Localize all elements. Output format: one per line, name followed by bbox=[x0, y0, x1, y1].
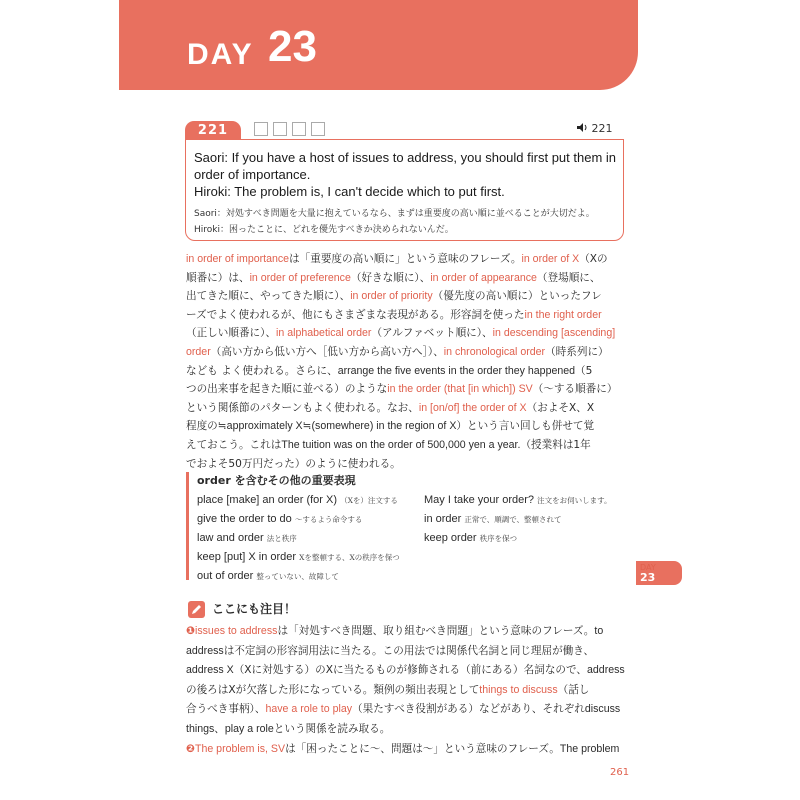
expression-item: keep [put] X in order Xを整頓する、Xの秩序を保つ bbox=[197, 551, 400, 563]
body-text: 合うべき事柄）、 bbox=[186, 703, 266, 716]
expression-item: in order 正常で、順調で、整頓されて bbox=[424, 513, 562, 525]
text-line bbox=[186, 380, 626, 399]
highlight-phrase: in [on/of] the order of X bbox=[418, 401, 527, 414]
text-line bbox=[186, 417, 626, 436]
body-text: （5 bbox=[575, 364, 593, 377]
body-text: 、 bbox=[214, 722, 225, 735]
notes-heading: ここにも注目！ bbox=[212, 602, 297, 616]
english-text: approximately X bbox=[226, 420, 303, 433]
expression-item: law and order 法と秩序 bbox=[197, 532, 297, 544]
body-text: （授業料は1年 bbox=[520, 438, 591, 451]
highlight-phrase: in chronological order bbox=[443, 345, 546, 358]
body-text: ≒ bbox=[302, 420, 312, 433]
text-line bbox=[186, 700, 626, 720]
highlight-phrase: in order of appearance bbox=[430, 271, 537, 284]
body-text: （高い方から低い方へ［低い方から高い方へ］）、 bbox=[210, 345, 444, 358]
text-line bbox=[186, 740, 626, 760]
day-header bbox=[119, 0, 638, 90]
audio-track-label: 221 bbox=[591, 122, 613, 135]
highlight-phrase: issues to address bbox=[194, 625, 278, 637]
expression-item: give the order to do 〜するよう命令する bbox=[197, 513, 363, 525]
body-text: の後ろはXが欠落した形になっている。類例の頻出表現として bbox=[186, 683, 480, 696]
highlight-phrase: in alphabetical order bbox=[276, 327, 372, 340]
highlight-phrase: in order of preference bbox=[249, 271, 351, 284]
english-text: things bbox=[186, 722, 215, 735]
body-text: （話し bbox=[557, 683, 590, 696]
dialogue-en-line: Saori: If you have a host of issues to address, you should first put them in bbox=[194, 150, 617, 165]
body-text: でおよそ50万円だった）のように使われる。 bbox=[186, 457, 401, 470]
dialogue-box bbox=[185, 139, 624, 241]
body-text: えておこう。これは bbox=[186, 438, 282, 451]
body-text: は「困ったことに〜、問題は〜」という意味のフレーズ。 bbox=[285, 742, 560, 755]
english-text: address bbox=[587, 664, 625, 677]
body-text: （Xの bbox=[579, 253, 608, 265]
pencil-icon bbox=[188, 601, 205, 618]
body-text: （アルファベット順に）、 bbox=[371, 327, 493, 340]
body-text: という関係節のパターンもよく使われる。なお、 bbox=[186, 401, 419, 414]
english-text: discuss bbox=[584, 703, 621, 716]
highlight-phrase: in descending [ascending] bbox=[492, 327, 616, 340]
english-text: The problem bbox=[559, 742, 620, 755]
english-text: play a role bbox=[224, 722, 274, 735]
dialogue-en-line: order of importance. bbox=[194, 167, 311, 182]
day-number: 23 bbox=[268, 22, 317, 71]
text-line bbox=[186, 269, 626, 288]
highlight-phrase: in order of priority bbox=[350, 290, 433, 303]
body-text: ）という言い回しも併せて覚 bbox=[456, 420, 595, 433]
body-text: 順番に）は、 bbox=[186, 271, 250, 284]
english-text: arrange the five events in the order they happened bbox=[337, 364, 576, 377]
body-text: は不定詞の形容詞用法に当たる。この用法では関係代名詞と同じ理屈が働き、 bbox=[223, 644, 595, 657]
dialogue-en-line: Hiroki: The problem is, I can't decide which to put first. bbox=[194, 184, 505, 199]
audio-track[interactable] bbox=[577, 122, 613, 135]
text-line bbox=[186, 661, 626, 681]
day-label: DAY bbox=[187, 38, 254, 71]
side-tab-text: DAY 23 bbox=[640, 563, 656, 584]
text-line bbox=[186, 720, 626, 740]
english-text: to bbox=[594, 625, 604, 637]
text-line bbox=[186, 324, 626, 343]
english-text: The tuition was on the order of 500,000 yen a year. bbox=[281, 438, 521, 451]
body-text: 出てきた順に、やってきた順に）、 bbox=[186, 290, 351, 303]
english-text: (somewhere) in the region of X bbox=[311, 420, 457, 433]
text-line bbox=[186, 681, 626, 701]
text-line bbox=[186, 287, 626, 306]
english-text: address bbox=[186, 644, 224, 657]
highlight-phrase: in the right order bbox=[524, 308, 602, 321]
body-text: （〜する順番に） bbox=[532, 383, 618, 396]
body-text: （正しい順番に）、 bbox=[186, 327, 277, 340]
body-text: つの出来事を起きた順に並べる）のような bbox=[186, 383, 388, 396]
body-text: 程度の≒ bbox=[186, 420, 227, 433]
body-text: （登場順に、 bbox=[536, 271, 601, 284]
body-text: という関係を読み取る。 bbox=[273, 722, 391, 735]
notes-paragraph bbox=[186, 622, 626, 759]
body-text: なども よく使われる。さらに、 bbox=[186, 364, 338, 377]
text-line bbox=[186, 622, 626, 642]
expression-item: keep order 秩序を保つ bbox=[424, 532, 518, 544]
checkbox-3[interactable] bbox=[292, 122, 306, 136]
highlight-phrase: in the order (that [in which]) SV bbox=[387, 383, 533, 396]
page-number: 261 bbox=[610, 767, 630, 778]
highlight-phrase: in order of importance bbox=[186, 253, 290, 265]
checkbox-1[interactable] bbox=[254, 122, 268, 136]
body-text: は「重要度の高い順に」という意味のフレーズ。 bbox=[289, 253, 522, 265]
other-expressions-box bbox=[186, 472, 449, 580]
body-text: （優先度の高い順に）といったフレ bbox=[432, 290, 602, 303]
speaker-icon bbox=[577, 123, 588, 132]
body-text: （およそX、X bbox=[526, 401, 595, 414]
other-expressions-title: order を含むその他の重要表現 bbox=[197, 474, 356, 487]
expression-item: place [make] an order (for X) （Xを）注文する bbox=[197, 494, 398, 506]
highlight-phrase: The problem is, SV bbox=[194, 742, 286, 755]
note-number: ❷ bbox=[186, 742, 195, 755]
checkbox-2[interactable] bbox=[273, 122, 287, 136]
check-boxes[interactable] bbox=[254, 121, 330, 140]
highlight-phrase: order bbox=[186, 345, 211, 358]
expression-item: May I take your order? 注文をお伺いします。 bbox=[424, 494, 612, 506]
note-number: ❶ bbox=[186, 625, 195, 637]
text-line bbox=[186, 455, 626, 474]
body-text: は「対処すべき問題、取り組むべき問題」という意味のフレーズ。 bbox=[277, 625, 595, 637]
highlight-phrase: have a role to play bbox=[265, 703, 353, 716]
entry-number: 221 bbox=[185, 121, 241, 140]
highlight-phrase: in order of X bbox=[521, 253, 580, 265]
body-text: （Xに対処する）のXに当たるものが修飾される（前にある）名詞なので、 bbox=[233, 664, 588, 677]
english-text: address X bbox=[186, 664, 234, 677]
body-text: （時系列に） bbox=[545, 345, 609, 358]
text-line bbox=[186, 306, 626, 325]
text-line bbox=[186, 362, 626, 381]
expression-item: out of order 整っていない、故障して bbox=[197, 570, 339, 582]
body-text: （好きな順に）、 bbox=[350, 271, 431, 284]
checkbox-4[interactable] bbox=[311, 122, 325, 136]
text-line bbox=[186, 399, 626, 418]
dialogue-jp-line: Saori：対処すべき問題を大量に抱えているなら、まずは重要度の高い順に並べることが大切だよ。 bbox=[194, 209, 595, 219]
text-line bbox=[186, 343, 626, 362]
highlight-phrase: things to discuss bbox=[479, 683, 558, 696]
text-line bbox=[186, 250, 626, 269]
text-line bbox=[186, 436, 626, 455]
dialogue-jp-line: Hiroki：困ったことに、どれを優先すべきか決められないんだ。 bbox=[194, 225, 454, 235]
text-line bbox=[186, 642, 626, 662]
body-text: （果たすべき役割がある）などがあり、それぞれ bbox=[352, 703, 585, 716]
explanation-paragraph bbox=[186, 250, 626, 473]
body-text: ーズでよく使われるが、他にもさまざまな表現がある。形容詞を使った bbox=[186, 308, 525, 321]
